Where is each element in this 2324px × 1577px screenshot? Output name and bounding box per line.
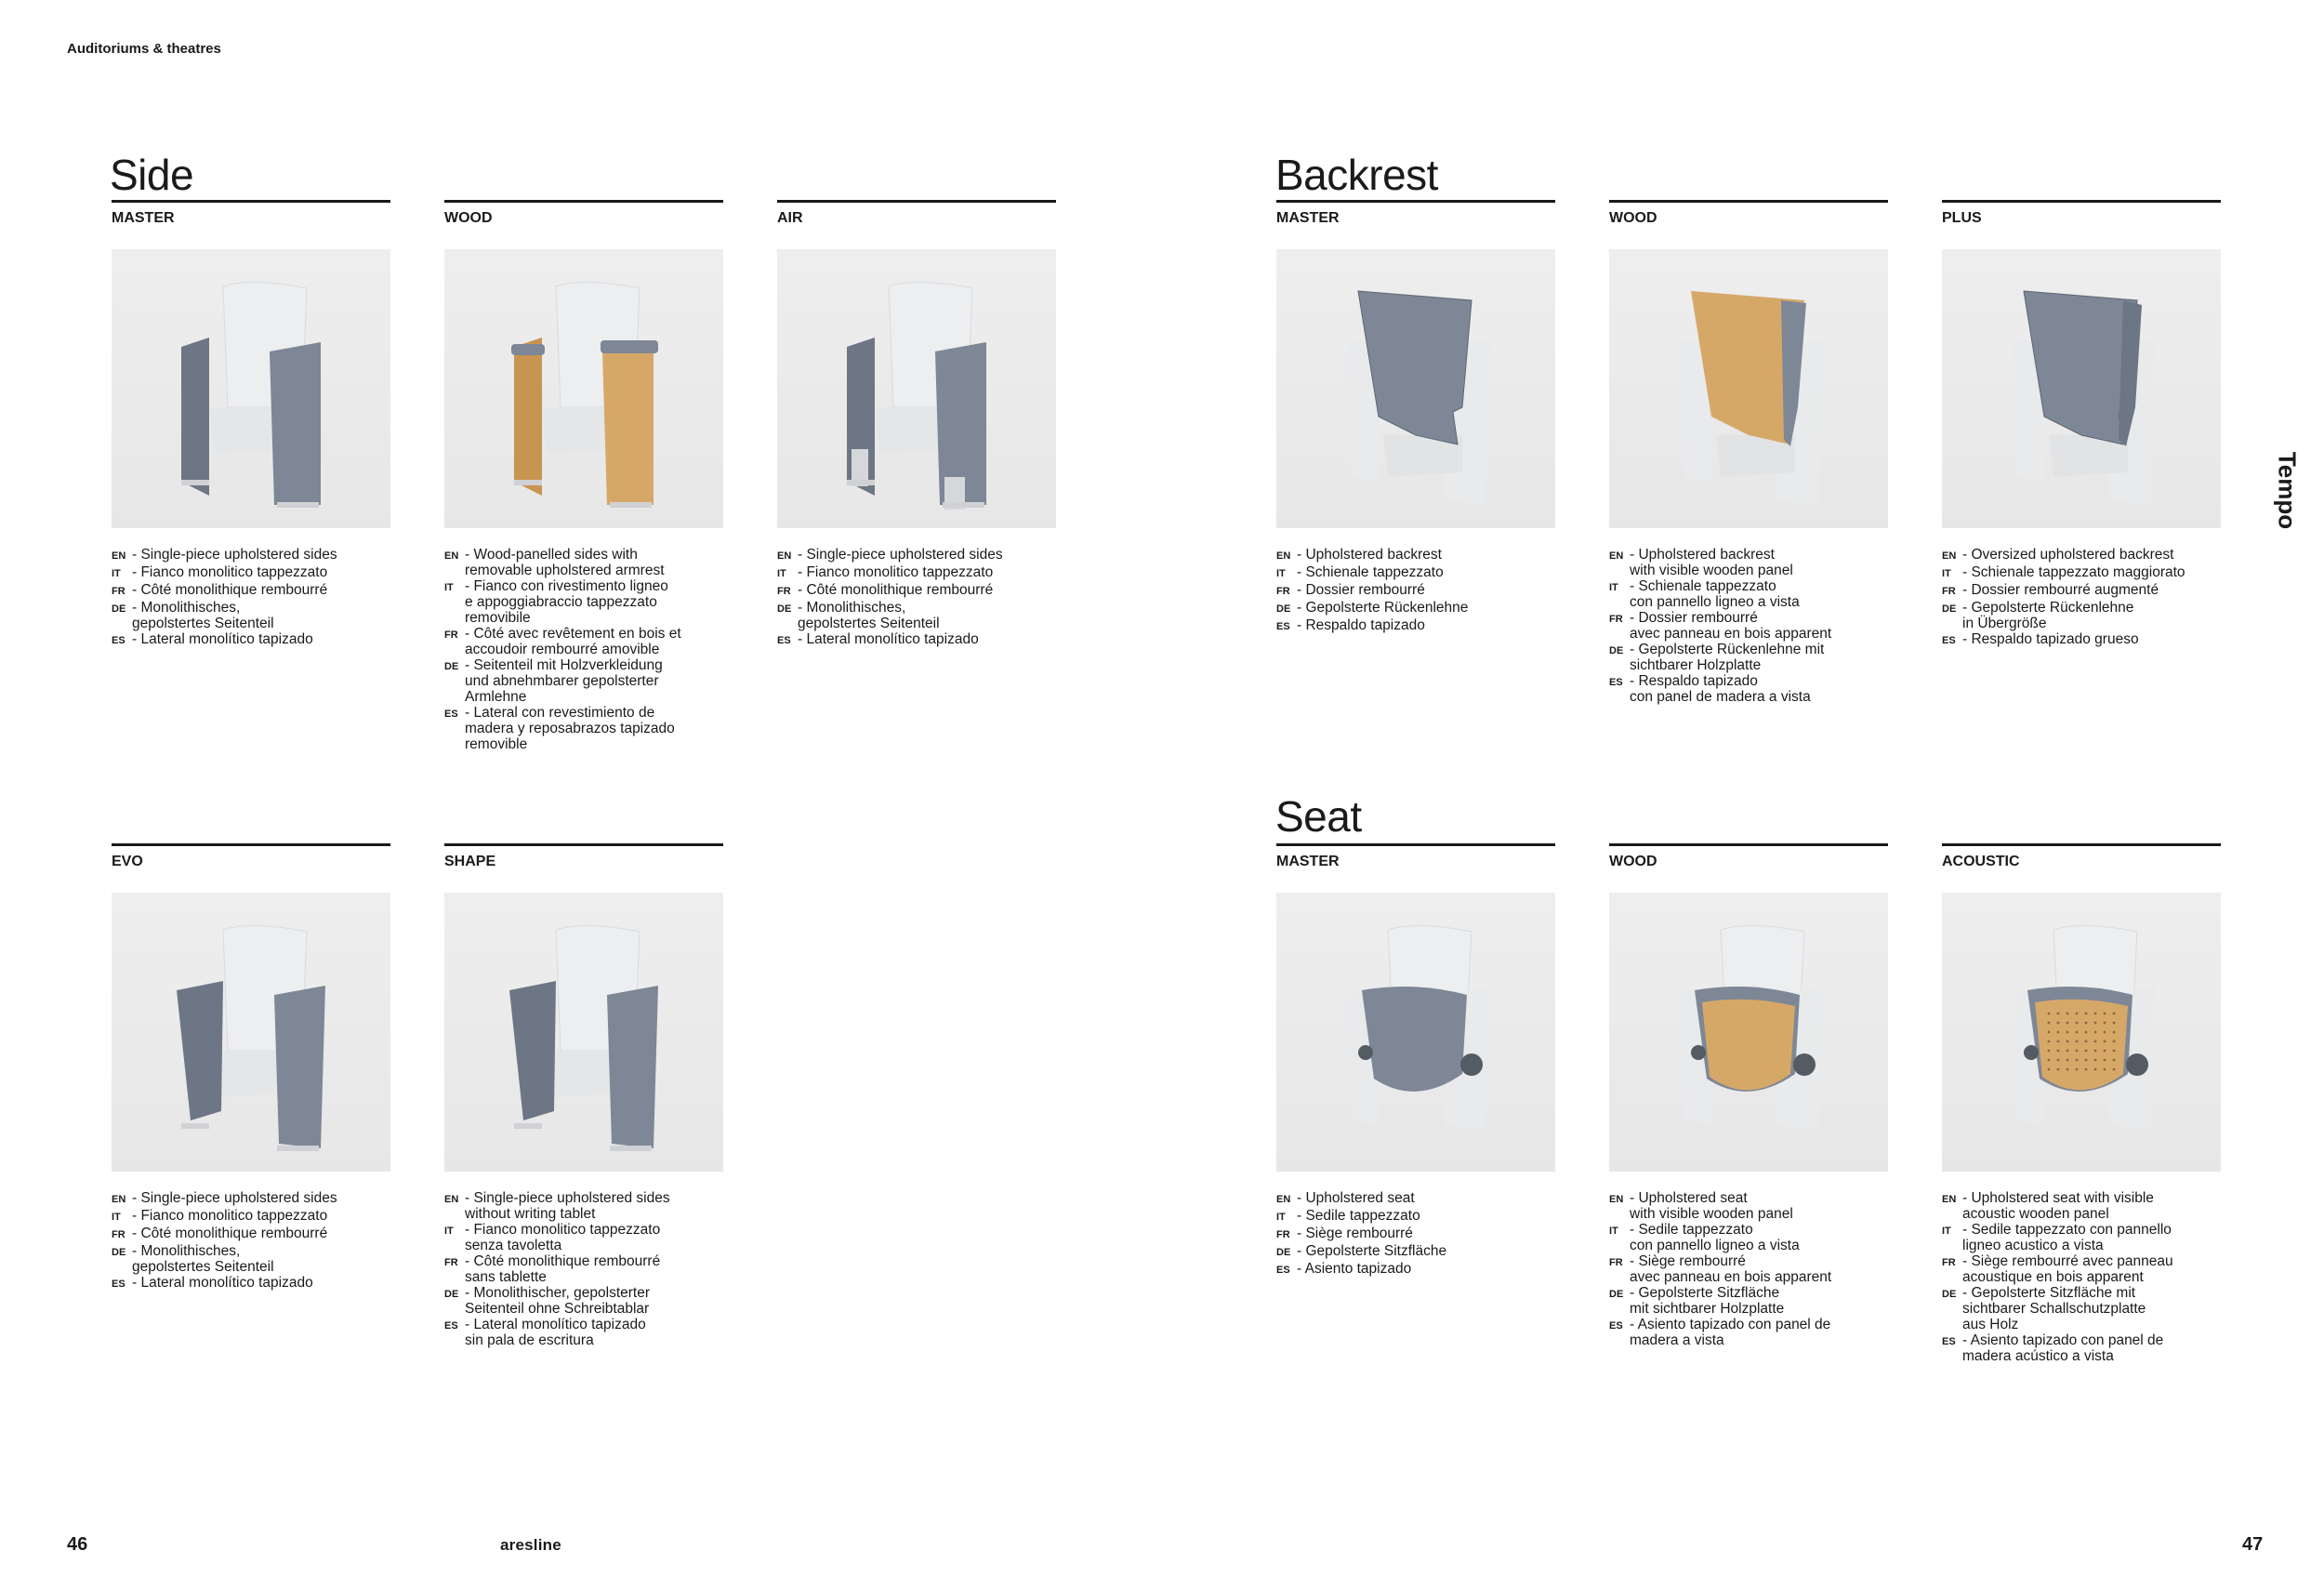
description-row [444,626,723,657]
language-code: IT [112,568,121,579]
description-text: - Sedile tappezzato con pannello ligneo a vista [1630,1222,1800,1253]
chair-side-master [112,249,390,528]
description-text: - Gepolsterte Rückenlehne in Übergröße [1962,600,2134,631]
description-row [112,1275,390,1292]
description-row [112,1208,390,1226]
language-code: FR [1942,1257,1956,1268]
option-card-side-air [777,200,1056,649]
description-row [777,631,1056,649]
description-text: - Schienale tappezzato con pannello ligneo a vista [1630,578,1800,610]
description-row [1609,1190,1888,1222]
description-text: - Seitenteil mit Holzverkleidung und abnehmbarer gepolsterter Armlehne [465,657,663,705]
language-code: DE [444,1289,459,1300]
language-code: ES [112,635,125,646]
description-row [112,547,390,564]
language-code: ES [777,635,791,646]
description-row [1276,1226,1555,1243]
description-row [1276,600,1555,617]
description-text: - Respaldo tapizado [1297,617,1425,633]
description-row [444,1253,723,1285]
description-row [1276,1208,1555,1226]
description-row [112,1226,390,1243]
section-divider [112,200,390,203]
description-text: - Fianco monolitico tappezzato [798,564,994,580]
description-row [1276,617,1555,635]
language-code: EN [1276,1194,1291,1205]
language-code: FR [444,1257,458,1268]
description-text: - Upholstered seat with visible acoustic wooden panel [1962,1190,2154,1222]
chair-backrest-plus [1942,249,2221,528]
option-name: AIR [777,210,803,226]
option-name: WOOD [444,210,493,226]
description-row [1609,1222,1888,1253]
description-text: - Upholstered seat [1297,1190,1415,1206]
side-tab [2268,437,2305,549]
description-text: - Monolithisches, gepolstertes Seitenteil [132,600,274,631]
description-row [777,600,1056,631]
description-text: - Lateral monolítico tapizado [798,631,979,647]
language-code: IT [1609,1226,1618,1237]
language-code: FR [1276,586,1290,597]
description-text: - Wood-panelled sides with removable upholstered armrest [465,547,665,578]
description-row [1276,1243,1555,1261]
option-description [444,547,723,752]
description-text: - Monolithischer, gepolsterter Seitenteil ohne Schreibtablar [465,1285,651,1317]
description-row [1942,564,2221,582]
description-row [1609,642,1888,673]
description-text: - Lateral monolítico tapizado sin pala de escritura [465,1317,646,1348]
description-text: - Dossier rembourré [1297,582,1425,598]
language-code: FR [1609,614,1623,625]
chair-side-wood [444,249,723,528]
description-text: - Asiento tapizado con panel de madera a vista [1630,1317,1831,1348]
language-code: IT [1276,1212,1286,1223]
language-code: DE [1942,1289,1957,1300]
language-code: ES [1609,1320,1623,1332]
description-row [112,564,390,582]
description-row [1609,673,1888,705]
option-name: PLUS [1942,210,1982,226]
language-code: IT [444,1226,454,1237]
description-text: - Dossier rembourré augmenté [1962,582,2159,598]
description-row [444,578,723,626]
section-divider [444,200,723,203]
language-code: ES [1609,677,1623,688]
section-divider [777,200,1056,203]
description-text: - Monolithisches, gepolstertes Seitenteil [132,1243,274,1275]
description-text: - Côté monolithique rembourré [132,1226,328,1241]
description-text: - Oversized upholstered backrest [1962,547,2174,563]
description-text: - Lateral monolítico tapizado [132,1275,313,1291]
description-row [1609,610,1888,642]
description-row [444,547,723,578]
language-code: IT [1942,568,1951,579]
section-divider [1276,843,1555,846]
language-code: EN [1609,550,1624,562]
language-code: IT [1276,568,1286,579]
description-row [1942,631,2221,649]
language-code: ES [1942,1336,1956,1347]
language-code: ES [1276,1265,1290,1276]
chair-side-air [777,249,1056,528]
option-description [444,1190,723,1348]
description-text: - Respaldo tapizado grueso [1962,631,2139,647]
section-divider [1942,200,2221,203]
language-code: ES [1276,621,1290,632]
option-card-side-wood [444,200,723,752]
description-row [1609,1317,1888,1348]
description-text: - Gepolsterte Sitzfläche [1297,1243,1447,1259]
option-card-seat-master [1276,843,1555,1279]
description-row [1942,1253,2221,1285]
description-text: - Single-piece upholstered sides without writing tablet [465,1190,670,1222]
description-row [444,1285,723,1317]
description-row [1942,1222,2221,1253]
option-name: EVO [112,854,143,869]
description-row [112,600,390,631]
language-code: ES [444,1320,458,1332]
description-row [1276,1261,1555,1279]
language-code: DE [1942,603,1957,615]
language-code: EN [444,1194,459,1205]
description-text: - Fianco monolitico tappezzato [132,1208,328,1224]
description-text: - Upholstered seat with visible wooden panel [1630,1190,1793,1222]
description-row [1942,547,2221,564]
description-text: - Schienale tappezzato [1297,564,1444,580]
language-code: FR [777,586,791,597]
language-code: DE [1276,1247,1291,1258]
language-code: DE [1609,645,1624,656]
option-description [1609,1190,1888,1348]
description-text: - Sedile tappezzato con pannello ligneo acustico a vista [1962,1222,2172,1253]
option-card-backrest-plus [1942,200,2221,649]
language-code: ES [1942,635,1956,646]
description-text: - Single-piece upholstered sides [132,547,337,563]
language-code: EN [777,550,792,562]
option-card-side-evo [112,843,390,1292]
description-row [112,1243,390,1275]
section-divider [1609,843,1888,846]
description-row [112,582,390,600]
page-number-left: 46 [67,1534,88,1555]
option-description [1942,547,2221,649]
language-code: ES [112,1279,125,1290]
option-description [1942,1190,2221,1364]
language-code: EN [1942,550,1957,562]
language-code: FR [112,586,125,597]
option-card-seat-acoustic [1942,843,2221,1364]
description-row [444,657,723,705]
language-code: EN [112,1194,126,1205]
section-title-side: Side [110,151,194,199]
description-row [1942,600,2221,631]
description-row [1609,1285,1888,1317]
language-code: IT [112,1212,121,1223]
language-code: FR [1942,586,1956,597]
description-row [1276,547,1555,564]
option-card-backrest-master [1276,200,1555,635]
description-row [1276,1190,1555,1208]
section-title-backrest: Backrest [1275,151,1438,199]
section-divider [1609,200,1888,203]
description-text: - Gepolsterte Rückenlehne [1297,600,1469,616]
language-code: EN [1609,1194,1624,1205]
chair-side-shape [444,893,723,1172]
option-name: SHAPE [444,854,496,869]
language-code: EN [112,550,126,562]
chair-backrest-wood [1609,249,1888,528]
option-card-side-master [112,200,390,649]
language-code: DE [777,603,792,615]
description-text: - Lateral con revestimiento de madera y reposabrazos tapizado removible [465,705,675,752]
description-row [1609,578,1888,610]
description-text: - Gepolsterte Sitzfläche mit sichtbarer Holzplatte [1630,1285,1785,1317]
section-divider [444,843,723,846]
description-row [777,547,1056,564]
option-card-side-shape [444,843,723,1348]
description-text: - Siège rembourré avec panneau en bois apparent [1630,1253,1832,1285]
language-code: DE [444,661,459,672]
chair-backrest-master [1276,249,1555,528]
description-row [112,1190,390,1208]
description-text: - Côté monolithique rembourré [132,582,328,598]
language-code: EN [1942,1194,1957,1205]
section-title-seat: Seat [1275,792,1362,841]
description-text: - Schienale tappezzato maggiorato [1962,564,2185,580]
chair-seat-wood [1609,893,1888,1172]
language-code: DE [1609,1289,1624,1300]
side-tab-label: Tempo [2273,451,2302,530]
option-description [112,1190,390,1292]
language-code: DE [1276,603,1291,615]
section-divider [112,843,390,846]
description-text: - Asiento tapizado con panel de madera acústico a vista [1962,1332,2164,1364]
language-code: FR [1609,1257,1623,1268]
description-text: - Upholstered backrest [1297,547,1442,563]
option-name: MASTER [1276,854,1340,869]
description-row [444,1190,723,1222]
brand-logo: aresline [500,1536,561,1554]
description-row [777,582,1056,600]
description-row [1942,1190,2221,1222]
description-text: - Lateral monolítico tapizado [132,631,313,647]
description-row [444,1222,723,1253]
language-code: EN [444,550,459,562]
description-text: - Siège rembourré avec panneau acoustique en bois apparent [1962,1253,2173,1285]
description-text: - Respaldo tapizado con panel de madera a vista [1630,673,1811,705]
chair-seat-master [1276,893,1555,1172]
description-text: - Fianco con rivestimento ligneo e appoggiabraccio tappezzato removibile [465,578,668,626]
description-row [444,1317,723,1348]
description-text: - Sedile tappezzato [1297,1208,1420,1224]
description-text: - Upholstered backrest with visible wooden panel [1630,547,1793,578]
description-row [777,564,1056,582]
option-description [1276,1190,1555,1279]
description-text: - Dossier rembourré avec panneau en bois apparent [1630,610,1832,642]
option-name: ACOUSTIC [1942,854,2020,869]
option-card-backrest-wood [1609,200,1888,705]
description-row [1276,582,1555,600]
language-code: FR [444,629,458,641]
description-text: - Asiento tapizado [1297,1261,1412,1277]
description-text: - Côté avec revêtement en bois et accoudoir rembourré amovible [465,626,681,657]
description-text: - Single-piece upholstered sides [798,547,1003,563]
description-row [1276,564,1555,582]
language-code: EN [1276,550,1291,562]
page-number-right: 47 [2242,1534,2264,1555]
option-card-seat-wood [1609,843,1888,1348]
language-code: IT [1609,582,1618,593]
language-code: FR [112,1229,125,1240]
section-label: Auditoriums & theatres [67,41,221,57]
option-name: MASTER [1276,210,1340,226]
option-description [777,547,1056,649]
language-code: DE [112,603,126,615]
language-code: IT [444,582,454,593]
section-divider [1942,843,2221,846]
chair-seat-acoustic [1942,893,2221,1172]
description-text: - Gepolsterte Rückenlehne mit sichtbarer Holzplatte [1630,642,1825,673]
language-code: FR [1276,1229,1290,1240]
description-row [1942,582,2221,600]
option-description [1276,547,1555,635]
option-description [1609,547,1888,705]
section-divider [1276,200,1555,203]
description-text: - Côté monolithique rembourré sans tablette [465,1253,661,1285]
description-text: - Fianco monolitico tappezzato [132,564,328,580]
option-name: MASTER [112,210,175,226]
language-code: DE [112,1247,126,1258]
description-row [1609,1253,1888,1285]
description-row [112,631,390,649]
language-code: ES [444,709,458,720]
option-name: WOOD [1609,210,1657,226]
description-text: - Fianco monolitico tappezzato senza tavoletta [465,1222,661,1253]
chair-side-evo [112,893,390,1172]
description-row [1609,547,1888,578]
description-text: - Siège rembourré [1297,1226,1413,1241]
option-description [112,547,390,649]
option-name: WOOD [1609,854,1657,869]
description-row [1942,1285,2221,1332]
description-text: - Monolithisches, gepolstertes Seitenteil [798,600,940,631]
description-text: - Gepolsterte Sitzfläche mit sichtbarer Schallschutzplatte aus Holz [1962,1285,2146,1332]
language-code: IT [777,568,786,579]
description-row [444,705,723,752]
description-text: - Côté monolithique rembourré [798,582,994,598]
language-code: IT [1942,1226,1951,1237]
description-row [1942,1332,2221,1364]
description-text: - Single-piece upholstered sides [132,1190,337,1206]
